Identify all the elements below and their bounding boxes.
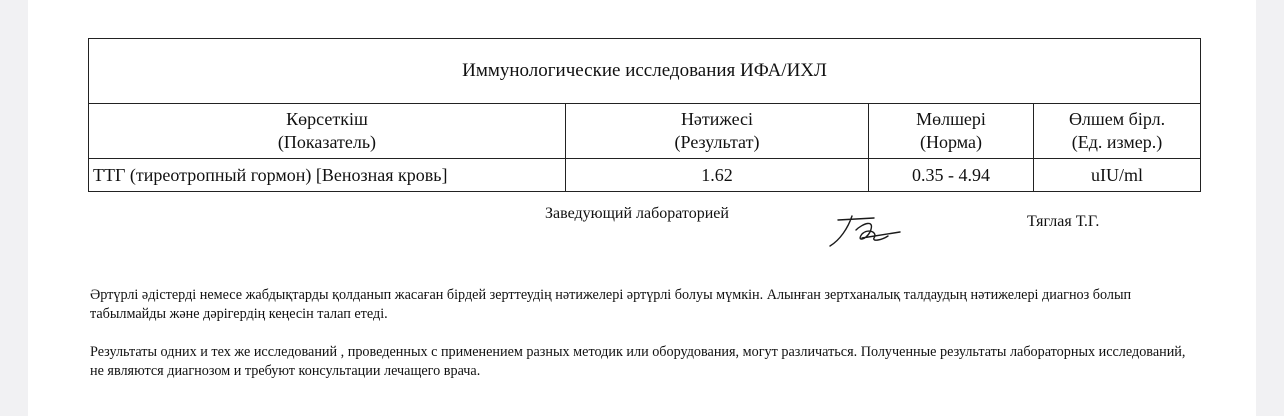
table-title-row	[89, 39, 1201, 104]
results-table	[88, 38, 1201, 192]
header-result-ru: (Результат)	[674, 132, 760, 152]
cell-norm: 0.35 - 4.94	[869, 159, 1034, 192]
header-indicator	[89, 104, 566, 159]
header-norm	[869, 104, 1034, 159]
handwritten-signature	[826, 210, 906, 252]
header-unit	[1034, 104, 1201, 159]
table-row	[89, 159, 1201, 192]
disclaimer-ru: Результаты одних и тех же исследований , проведенных с применением разных методик или оборудования, могут различаться. Полученные результаты лабораторных исследований, не являются диагнозом и требуют консультации лечащего врача.	[90, 344, 1186, 379]
table-header-row	[89, 104, 1201, 159]
signature-name: Тяглая Т.Г.	[1027, 213, 1100, 230]
cell-result: 1.62	[566, 159, 869, 192]
header-unit-kz: Өлшем бірл.	[1068, 109, 1166, 129]
header-result	[566, 104, 869, 159]
cell-indicator: ТТГ (тиреотропный гормон) [Венозная кровь]	[89, 159, 566, 192]
header-result-kz: Нәтижесі	[680, 109, 754, 129]
disclaimer-kz: Әртүрлі әдістерді немесе жабдықтарды қолданып жасаған бірдей зерттеудің нәтижелері әртүрлі болуы мүмкін. Алынған зертханалық талдаудың нәтижелері диагноз болып табылмайды және дәрігердің кеңесін талап етеді.	[90, 287, 1132, 322]
cell-unit: uIU/ml	[1034, 159, 1201, 192]
header-norm-ru: (Норма)	[920, 132, 982, 152]
header-unit-ru: (Ед. измер.)	[1071, 132, 1163, 152]
table-title: Иммунологические исследования ИФА/ИХЛ	[89, 39, 1201, 104]
header-indicator-ru: (Показатель)	[277, 132, 377, 152]
signature-label: Заведующий лабораторией	[545, 205, 729, 222]
header-indicator-kz: Көрсеткіш	[286, 109, 368, 129]
header-norm-kz: Мөлшері	[916, 109, 986, 129]
